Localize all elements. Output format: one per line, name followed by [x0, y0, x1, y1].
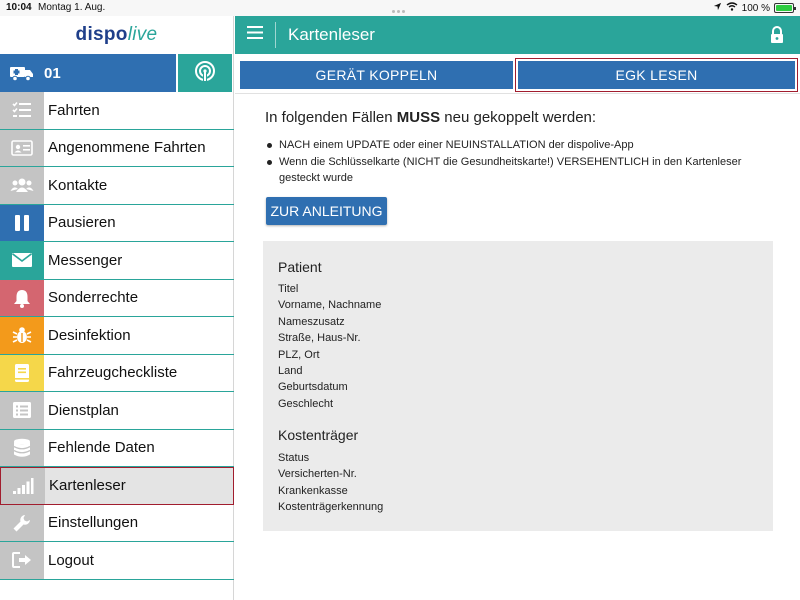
logout-icon [0, 542, 44, 579]
sidebar-item-kontakte[interactable] [0, 167, 234, 205]
database-icon [0, 430, 44, 467]
sidebar-item-messenger[interactable] [0, 242, 234, 280]
patient-field-label: Vorname, Nachname [278, 299, 382, 312]
sidebar-item-label: Dienstplan [48, 401, 119, 419]
battery-icon [774, 3, 794, 13]
sidebar [0, 16, 234, 600]
heading-bold: MUSS [396, 109, 441, 126]
menu-toggle-button[interactable] [235, 16, 275, 54]
main-content [235, 95, 800, 600]
id-card-icon [0, 130, 44, 167]
payer-field-label: Kostenträgerkennung [278, 501, 384, 514]
logo-part-dispo: dispo [75, 24, 128, 45]
sidebar-item-angenommene-fahrten[interactable] [0, 130, 234, 168]
page-title: Kartenleser [288, 25, 375, 44]
lock-icon [770, 31, 784, 48]
status-date: Montag 1. Aug. [38, 2, 106, 13]
tab-pair-device[interactable]: GERÄT KOPPELN [240, 61, 513, 89]
vehicle-button[interactable] [0, 54, 176, 92]
sidebar-item-label: Fahrzeugcheckliste [48, 364, 178, 382]
vehicle-row [0, 54, 234, 92]
status-bar [0, 0, 800, 16]
sidebar-item-kartenleser[interactable] [0, 467, 234, 505]
lock-button[interactable] [770, 26, 784, 49]
heading-post: neu gekoppelt werden: [440, 109, 597, 126]
patient-field-label: Titel [278, 283, 299, 295]
sidebar-item-label: Einstellungen [48, 514, 139, 532]
sidebar-item-label: Desinfektion [48, 326, 131, 344]
sidebar-item-sonderrechte[interactable] [0, 280, 234, 318]
sidebar-item-label: Sonderrechte [48, 289, 139, 307]
list-item: Wenn die Schlüsselkarte (NICHT die Gesundheitskarte!) VERSEHENTLICH in den Kartenleser gesteckt wurde [265, 154, 765, 187]
patient-field-label: Nameszusatz [278, 315, 345, 328]
ambulance-icon [0, 54, 44, 92]
hamburger-icon [247, 26, 263, 44]
guide-button[interactable]: ZUR ANLEITUNG [266, 197, 387, 225]
multitask-dots [392, 5, 408, 9]
pairing-heading [265, 109, 596, 126]
sidebar-item-label: Kontakte [48, 176, 108, 194]
sidebar-item-label: Fehlende Daten [48, 439, 155, 457]
book-icon [0, 355, 44, 392]
wrench-icon [0, 505, 44, 542]
sidebar-item-einstellungen[interactable] [0, 505, 234, 543]
envelope-icon [0, 242, 44, 279]
side-menu [0, 92, 234, 580]
battery-percent: 100 % [741, 2, 770, 14]
radio-button[interactable] [178, 54, 232, 92]
app-logo [0, 16, 233, 54]
patient-field-label: Land [278, 365, 303, 377]
pairing-reasons-list [265, 137, 765, 187]
sidebar-item-label: Logout [48, 551, 94, 569]
broadcast-icon [194, 60, 216, 87]
payer-field-label: Krankenkasse [278, 484, 348, 497]
payer-field-label: Status [278, 452, 310, 464]
sidebar-item-fehlende-daten[interactable] [0, 430, 234, 468]
header-separator [275, 22, 276, 48]
sidebar-item-label: Messenger [48, 251, 123, 269]
tab-read-egk[interactable]: EGK LESEN [518, 61, 795, 89]
sidebar-item-label: Pausieren [48, 214, 116, 232]
pause-icon [0, 205, 44, 242]
payer-field-label: Versicherten-Nr. [278, 468, 357, 481]
sidebar-item-label: Kartenleser [49, 477, 126, 495]
patient-field-label: Geburtsdatum [278, 381, 348, 394]
bell-icon [0, 280, 44, 317]
sidebar-item-fahrten[interactable] [0, 92, 234, 130]
vehicle-number: 01 [44, 64, 61, 82]
sidebar-item-pausieren[interactable] [0, 205, 234, 243]
list-icon [0, 392, 44, 429]
patient-field-label: PLZ, Ort [278, 348, 320, 361]
sidebar-item-desinfektion[interactable] [0, 317, 234, 355]
wifi-icon [726, 2, 738, 14]
signal-bars-icon [1, 468, 45, 504]
heading-pre: In folgenden Fällen [265, 109, 397, 126]
list-item: NACH einem UPDATE oder einer NEUINSTALLATION der dispolive-App [265, 137, 765, 154]
patient-field-label: Straße, Haus-Nr. [278, 332, 361, 345]
sidebar-item-dienstplan[interactable] [0, 392, 234, 430]
patient-section-title: Patient [278, 259, 322, 275]
sidebar-item-label: Fahrten [48, 101, 100, 119]
patient-field-label: Geschlecht [278, 397, 334, 410]
payer-section-title: Kostenträger [278, 427, 359, 443]
sidebar-item-logout[interactable] [0, 542, 234, 580]
list-check-icon [0, 92, 44, 129]
sidebar-item-label: Angenommene Fahrten [48, 139, 206, 157]
app-header [235, 16, 800, 54]
sidebar-item-fahrzeugcheckliste[interactable] [0, 355, 234, 393]
card-data-panel [263, 241, 773, 531]
location-icon [713, 2, 722, 14]
status-right [713, 2, 794, 14]
users-icon [0, 167, 44, 204]
tab-bar [235, 54, 800, 94]
logo-part-live: live [127, 24, 158, 45]
status-time: 10:04 [6, 2, 32, 13]
bug-icon [0, 317, 44, 354]
